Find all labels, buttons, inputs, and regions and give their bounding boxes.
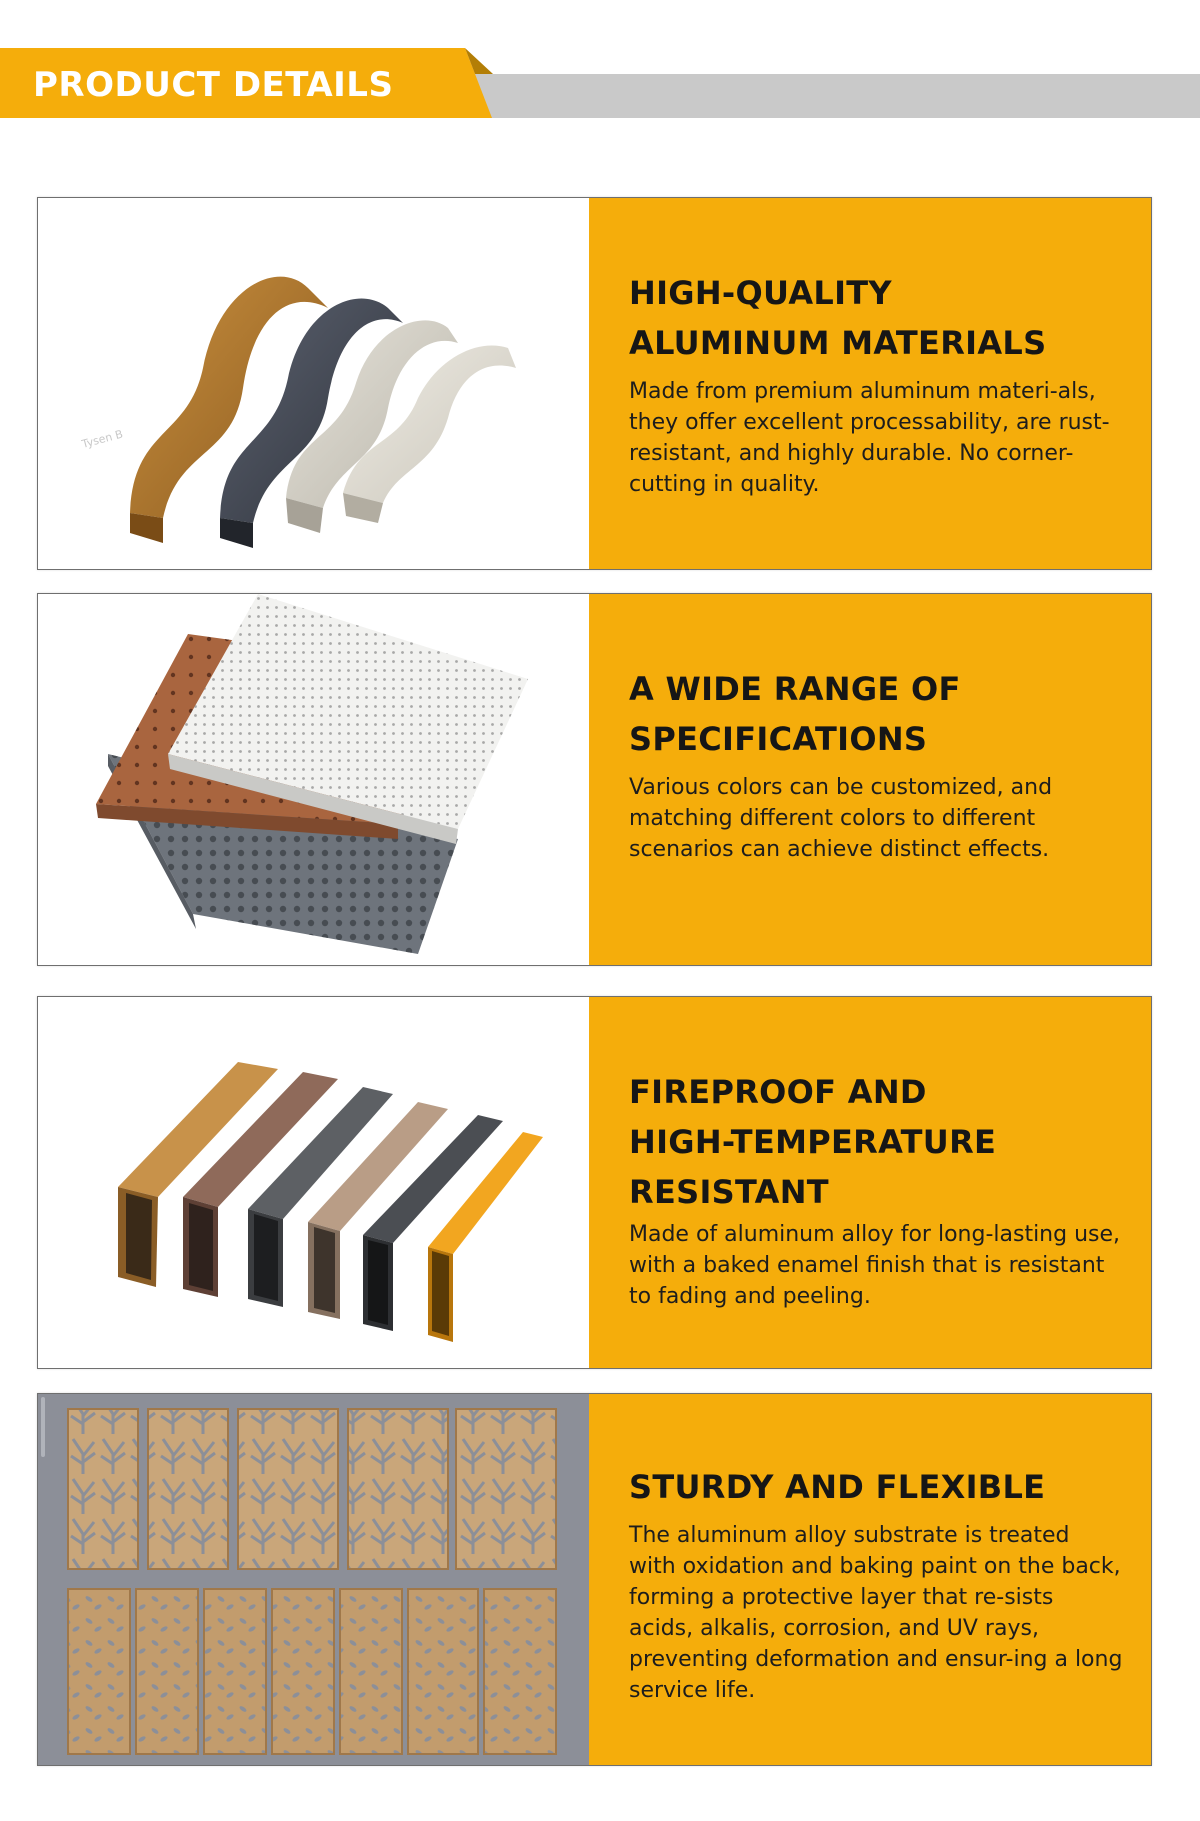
- feature-title-line: RESISTANT: [629, 1173, 829, 1211]
- feature-title-line: HIGH-TEMPERATURE: [629, 1123, 997, 1161]
- feature-card-specifications: [37, 593, 1152, 966]
- feature-title-line: SPECIFICATIONS: [629, 720, 928, 758]
- feature-panel: [589, 594, 1151, 965]
- product-image-tree-panels: [38, 1394, 589, 1765]
- feature-description: Made of aluminum alloy for long-lasting use, with a baked enamel finish that is resistant to fading and peeling.: [629, 1222, 1121, 1309]
- feature-description: The aluminum alloy substrate is treated with oxidation and baking paint on the back, forming a protective layer that re-sists acids, alkalis, corrosion, and UV rays, preventing deformation and ensur-ing a long service life.: [629, 1523, 1123, 1703]
- feature-title-line: FIREPROOF AND: [629, 1073, 927, 1111]
- feature-panel: [589, 198, 1151, 569]
- product-image-rectangular-tubes: [38, 997, 589, 1368]
- feature-title: [629, 1462, 1123, 1512]
- section-title: PRODUCT DETAILS: [33, 65, 394, 105]
- section-header: [0, 48, 1200, 118]
- feature-card-fireproof: [37, 996, 1152, 1369]
- feature-panel: [589, 997, 1151, 1368]
- feature-title-line: STURDY AND FLEXIBLE: [629, 1468, 1046, 1506]
- feature-title-line: ALUMINUM MATERIALS: [629, 324, 1047, 362]
- feature-description: Various colors can be customized, and matching different colors to different scenarios can achieve distinct effects.: [629, 775, 1053, 862]
- feature-description: Made from premium aluminum materi-als, they offer excellent processability, are rust-resistant, and highly durable. No corner-cutting in quality.: [629, 379, 1110, 497]
- product-image-wavy-profiles: [38, 198, 589, 569]
- feature-card-sturdy: [37, 1393, 1152, 1766]
- feature-title: [629, 664, 1123, 764]
- feature-title-line: HIGH-QUALITY: [629, 274, 892, 312]
- feature-title: [629, 268, 1123, 368]
- feature-title-line: A WIDE RANGE OF: [629, 670, 961, 708]
- feature-panel: [589, 1394, 1151, 1765]
- header-grey-bar: [470, 74, 1200, 118]
- svg-text:Tysen B: Tysen B: [80, 427, 125, 451]
- feature-title: [629, 1067, 1123, 1217]
- product-image-perforated-panels: [38, 594, 589, 965]
- feature-card-materials: [37, 197, 1152, 570]
